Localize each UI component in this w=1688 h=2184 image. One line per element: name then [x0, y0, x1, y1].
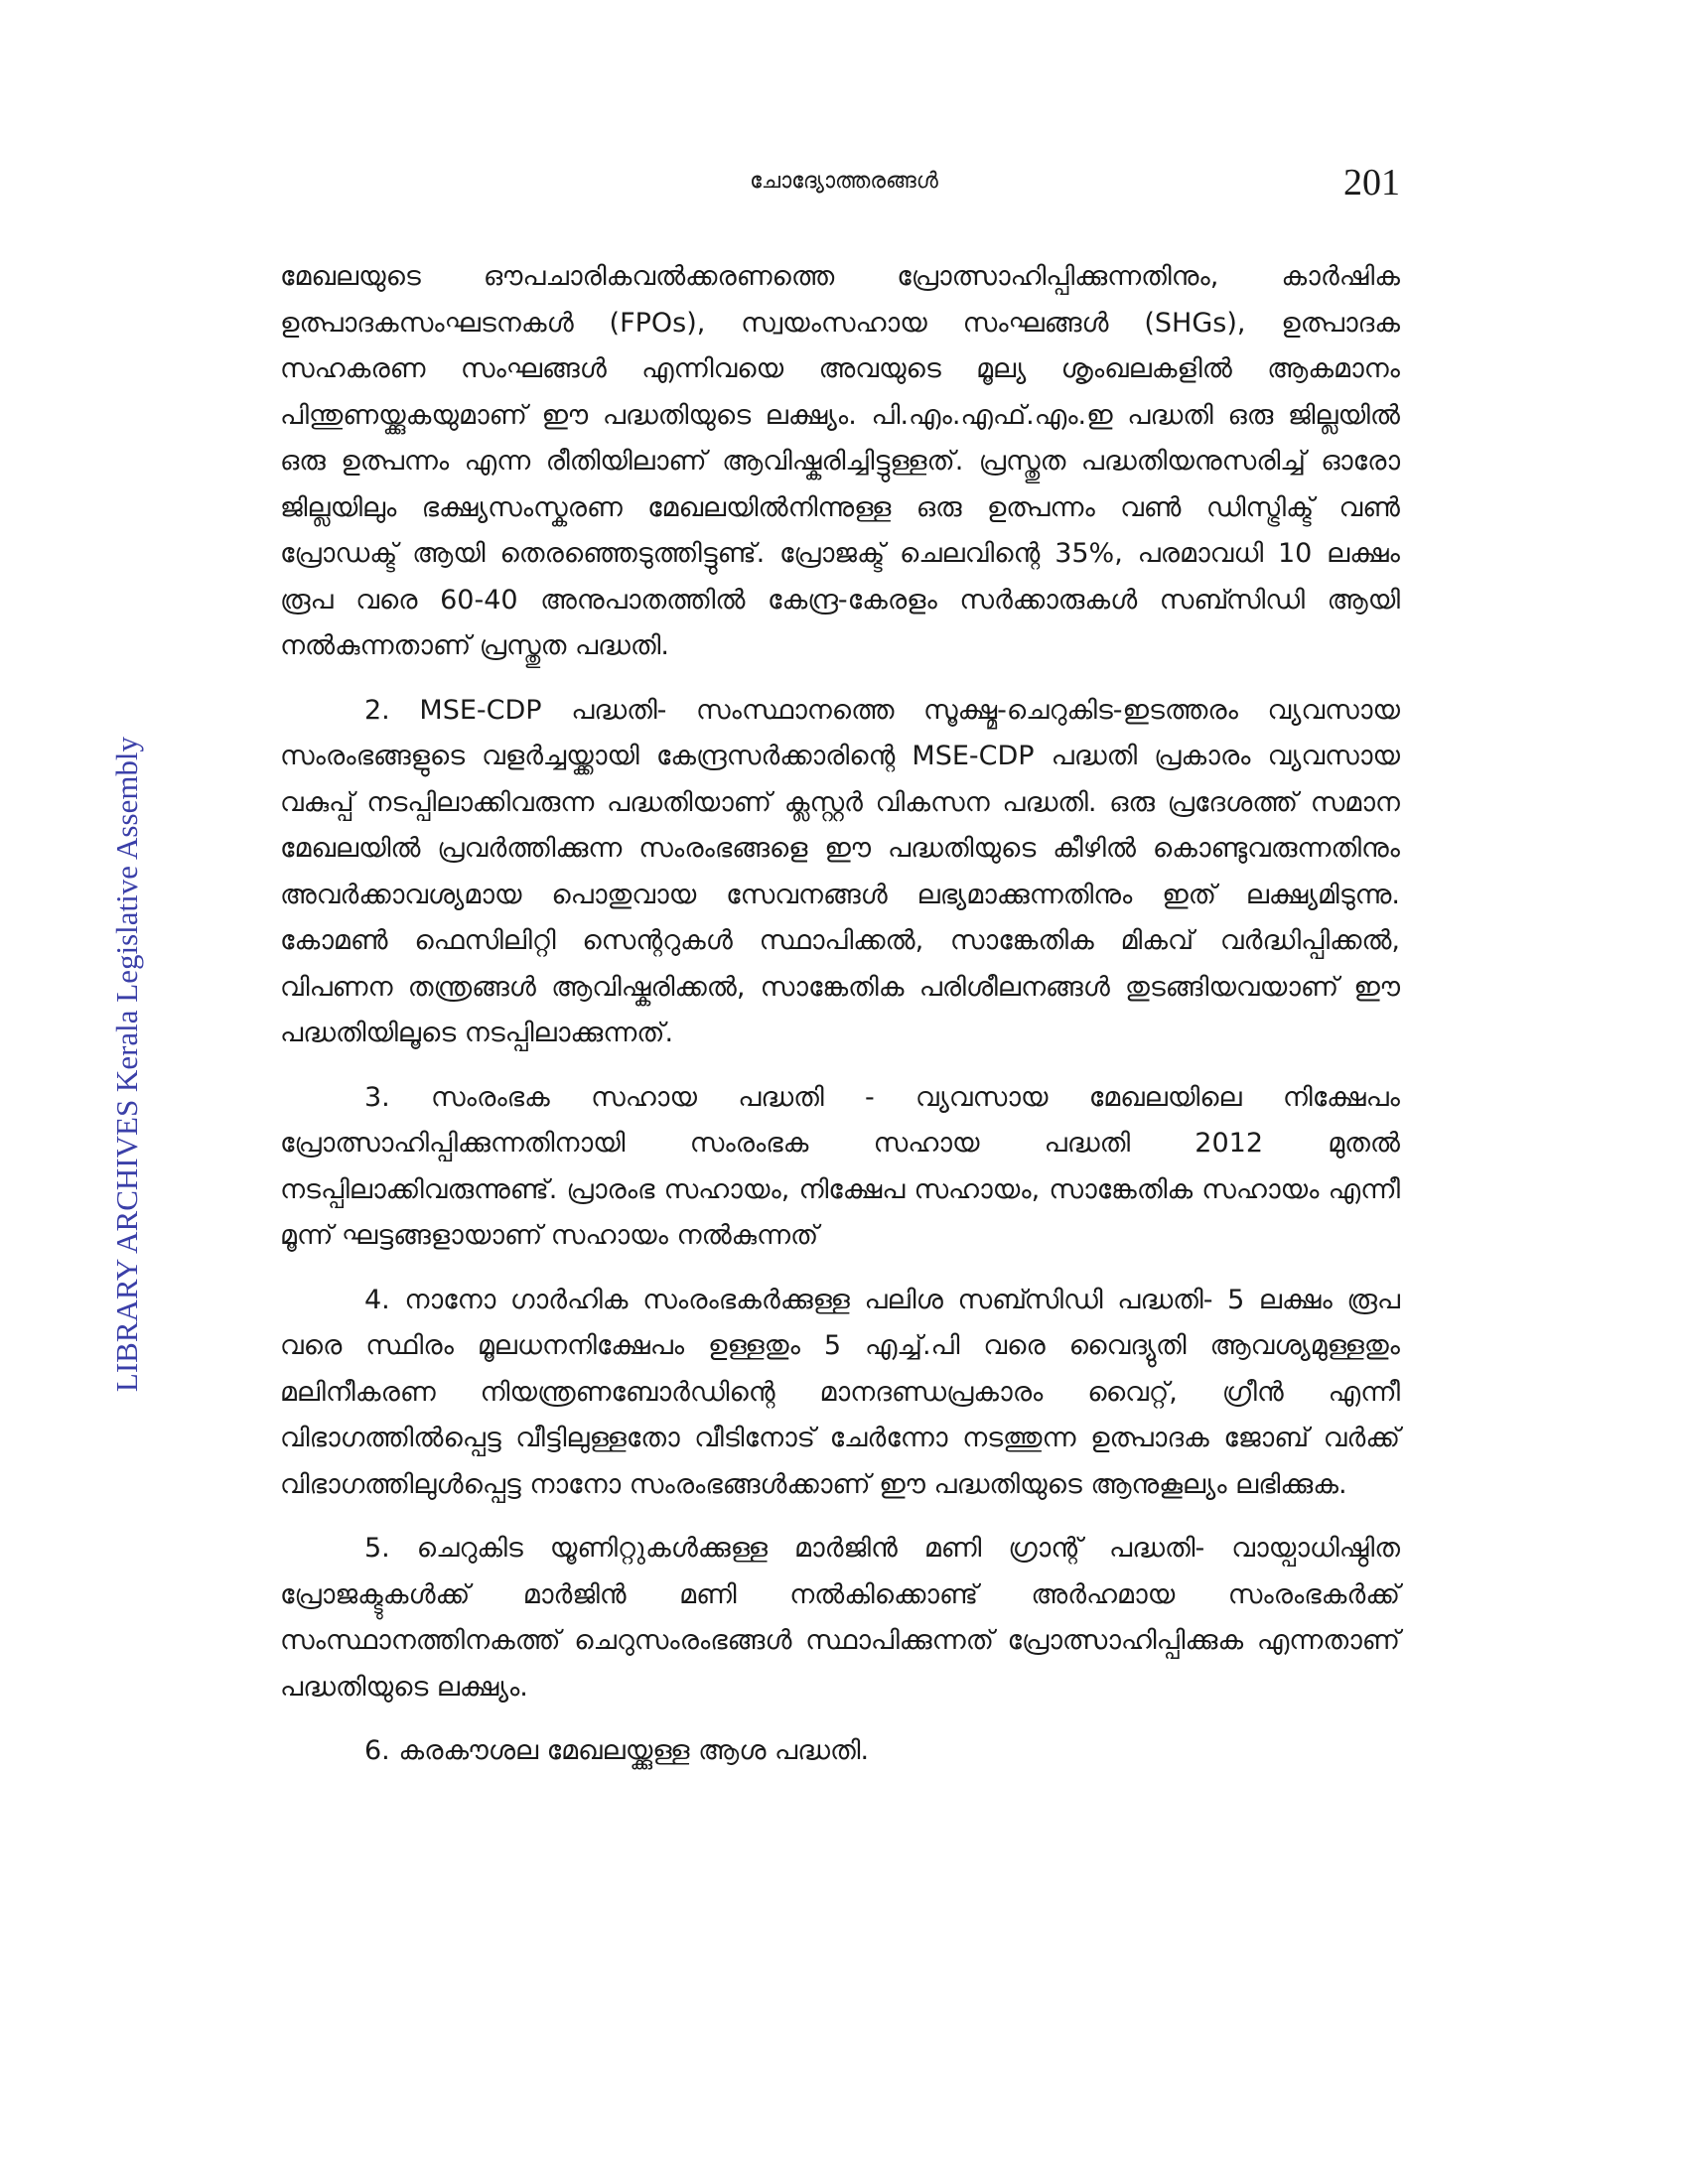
- paragraph-item-4: 4. നാനോ ഗാർഹിക സംരംഭകർക്കുള്ള പലിശ സബ്സിഡി പദ്ധതി- 5 ലക്ഷം രൂപ വരെ സ്ഥിരം മൂലധനനിക്ഷേപം ഉള്ളതും 5 എച്ച്.പി വരെ വൈദ്യുതി ആവശ്യമുള്ളതും മലിനീകരണ നിയന്ത്രണബോർഡിന്റെ മാനദണ്ഡപ്രകാരം വൈറ്റ്, ഗ്രീൻ എന്നീ വിഭാഗത്തിൽപ്പെട്ട വീട്ടിലുള്ളതോ വീടിനോട് ചേർന്നോ നടത്തുന്ന ഉത്പാദക ജോബ് വർക്ക് വിഭാഗത്തിലുൾപ്പെട്ട നാനോ സംരംഭങ്ങൾക്കാണ് ഈ പദ്ധതിയുടെ ആനുകൂല്യം ലഭിക്കുക.: [280, 1284, 1400, 1500]
- archive-watermark: LIBRARY ARCHIVES Kerala Legislative Assembly: [109, 736, 144, 1393]
- running-header-title: ചോദ്യോത്തരങ്ങൾ: [750, 169, 938, 194]
- paragraph-item-6: 6. കരകൗശല മേഖലയ്ക്കുള്ള ആശ പദ്ധതി.: [364, 1735, 870, 1766]
- page-number: 201: [1343, 162, 1400, 204]
- paragraph-item-3: 3. സംരംഭക സഹായ പദ്ധതി - വ്യവസായ മേഖലയിലെ നിക്ഷേപം പ്രോത്സാഹിപ്പിക്കുന്നതിനായി സംരംഭക സഹായ പദ്ധതി 2012 മുതൽ നടപ്പിലാക്കിവരുന്നുണ്ട്. പ്രാരംഭ സഹായം, നിക്ഷേപ സഹായം, സാങ്കേതിക സഹായം എന്നീ മൂന്ന് ഘട്ടങ്ങളായാണ് സഹായം നൽകുന്നത്: [280, 1081, 1400, 1251]
- paragraph-continuation: മേഖലയുടെ ഔപചാരികവൽക്കരണത്തെ പ്രോത്സാഹിപ്പിക്കുന്നതിനും, കാർഷിക ഉത്പാദകസംഘടനകൾ (FPOs), സ്വയംസഹായ സംഘങ്ങൾ (SHGs), ഉത്പാദക സഹകരണ സംഘങ്ങൾ എന്നിവയെ അവയുടെ മൂല്യ ശൃംഖലകളിൽ ആകമാനം പിന്തുണയ്ക്കുകയുമാണ് ഈ പദ്ധതിയുടെ ലക്ഷ്യം. പി.എം.എഫ്.എം.ഇ പദ്ധതി ഒരു ജില്ലയിൽ ഒരു ഉത്പന്നം എന്ന രീതിയിലാണ് ആവിഷ്കരിച്ചിട്ടുള്ളത്. പ്രസ്തുത പദ്ധതിയനുസരിച്ച് ഓരോ ജില്ലയിലും ഭക്ഷ്യസംസ്കരണ മേഖലയിൽനിന്നുള്ള ഒരു ഉത്പന്നം വൺ ഡിസ്ട്രിക്ട് വൺ പ്രോഡക്ട് ആയി തെരഞ്ഞെടുത്തിട്ടുണ്ട്. പ്രോജക്ട് ചെലവിന്റെ 35%, പരമാവധി 10 ലക്ഷം രൂപ വരെ 60-40 അനുപാതത്തിൽ കേന്ദ്ര-കേരളം സർക്കാരുകൾ സബ്സിഡി ആയി നൽകുന്നതാണ് പ്രസ്തുത പദ്ധതി.: [280, 261, 1400, 661]
- paragraph-item-2: 2. MSE-CDP പദ്ധതി- സംസ്ഥാനത്തെ സൂക്ഷ്മ-ചെറുകിട-ഇടത്തരം വ്യവസായ സംരംഭങ്ങളുടെ വളർച്ചയ്ക്കായി കേന്ദ്രസർക്കാരിന്റെ MSE-CDP പദ്ധതി പ്രകാരം വ്യവസായ വകുപ്പ് നടപ്പിലാക്കിവരുന്ന പദ്ധതിയാണ് ക്ലസ്റ്റർ വികസന പദ്ധതി. ഒരു പ്രദേശത്ത് സമാന മേഖലയിൽ പ്രവർത്തിക്കുന്ന സംരംഭങ്ങളെ ഈ പദ്ധതിയുടെ കീഴിൽ കൊണ്ടുവരുന്നതിനും അവർക്കാവശ്യമായ പൊതുവായ സേവനങ്ങൾ ലഭ്യമാക്കുന്നതിനും ഇത് ലക്ഷ്യമിടുന്നു. കോമൺ ഫെസിലിറ്റി സെന്ററുകൾ സ്ഥാപിക്കൽ, സാങ്കേതിക മികവ് വർദ്ധിപ്പിക്കൽ, വിപണന തന്ത്രങ്ങൾ ആവിഷ്കരിക്കൽ, സാങ്കേതിക പരിശീലനങ്ങൾ തുടങ്ങിയവയാണ് ഈ പദ്ധതിയിലൂടെ നടപ്പിലാക്കുന്നത്.: [280, 694, 1400, 1048]
- paragraph-item-5: 5. ചെറുകിട യൂണിറ്റുകൾക്കുള്ള മാർജിൻ മണി ഗ്രാന്റ് പദ്ധതി- വായ്പാധിഷ്ഠിത പ്രോജക്ടുകൾക്ക് മാർജിൻ മണി നൽകിക്കൊണ്ട് അർഹമായ സംരംഭകർക്ക് സംസ്ഥാനത്തിനകത്ത് ചെറുസംരംഭങ്ങൾ സ്ഥാപിക്കുന്നത് പ്രോത്സാഹിപ്പിക്കുക എന്നതാണ് പദ്ധതിയുടെ ലക്ഷ്യം.: [280, 1533, 1400, 1703]
- body-text: [280, 254, 1400, 1793]
